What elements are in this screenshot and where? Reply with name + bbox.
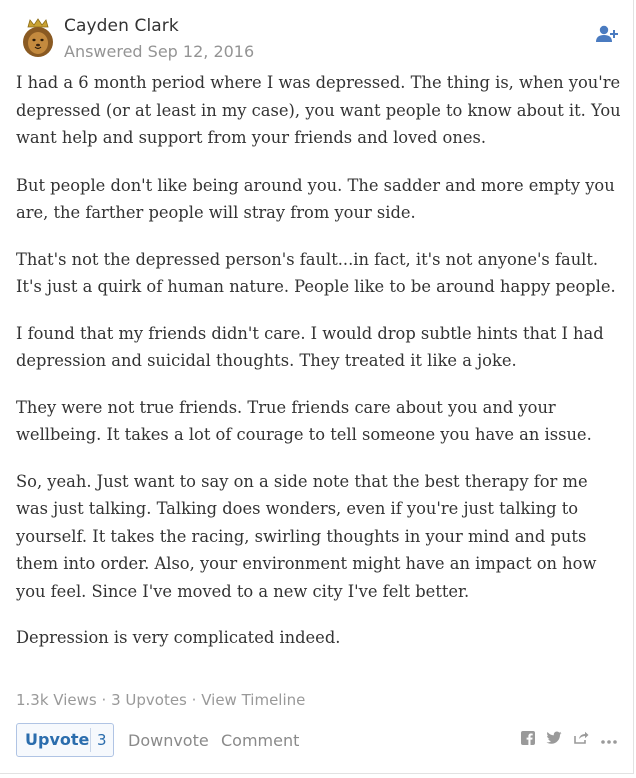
answer-paragraph: Depression is very complicated indeed. <box>16 628 341 647</box>
answer-paragraph: I found that my friends didn't care. I would drop subtle hints that I had depression and suicidal thoughts. They treated it like a joke. <box>16 323 604 370</box>
stats-separator: · <box>191 691 197 709</box>
author-name[interactable]: Cayden Clark <box>64 16 179 36</box>
answered-date: Answered Sep 12, 2016 <box>64 42 255 61</box>
facebook-share-icon[interactable] <box>521 730 535 749</box>
comment-button[interactable]: Comment <box>221 731 300 750</box>
share-arrow-icon[interactable] <box>573 730 589 749</box>
answer-stats <box>16 691 305 709</box>
upvote-count: 3 <box>97 731 107 749</box>
views-count[interactable]: 1.3k Views <box>16 691 97 709</box>
answer-body <box>16 69 621 671</box>
answer-header <box>16 14 616 64</box>
answer-paragraph: But people don't like being around you. The sadder and more empty you are, the farther people will stray from your side. <box>16 175 615 222</box>
upvote-label: Upvote <box>25 730 90 749</box>
share-icons <box>515 729 618 749</box>
upvotes-count[interactable]: 3 Upvotes <box>111 691 187 709</box>
view-timeline-link[interactable]: View Timeline <box>201 691 306 709</box>
answer-paragraph: They were not true friends. True friends care about you and your wellbeing. It takes a lot of courage to tell someone you have an issue. <box>16 397 592 444</box>
answer-paragraph: That's not the depressed person's fault...in fact, it's not anyone's fault. It's just a quirk of human nature. People like to be around happy people. <box>16 249 616 296</box>
stats-separator: · <box>101 691 107 709</box>
answer-paragraph: So, yeah. Just want to say on a side note that the best therapy for me was just talking. Talking does wonders, even if you're just talking to yourself. It takes the racing, swirling thoughts in your mind and puts them into order. Also, your environment might have an impact on how you feel. Since I've moved to a new city I've felt better. <box>16 471 597 601</box>
answer-paragraph: I had a 6 month period where I was depressed. The thing is, when you're depressed (or at least in my case), you want people to know about it. You want help and support from your friends and loved ones. <box>16 73 621 147</box>
follow-user-icon[interactable] <box>595 24 619 44</box>
answer-actions <box>16 723 620 759</box>
twitter-share-icon[interactable] <box>546 730 562 749</box>
upvote-button[interactable] <box>16 723 114 757</box>
more-options-icon[interactable] <box>600 730 618 749</box>
upvote-divider <box>90 728 91 752</box>
lion-avatar-icon[interactable] <box>20 18 56 58</box>
downvote-button[interactable]: Downvote <box>128 731 209 750</box>
